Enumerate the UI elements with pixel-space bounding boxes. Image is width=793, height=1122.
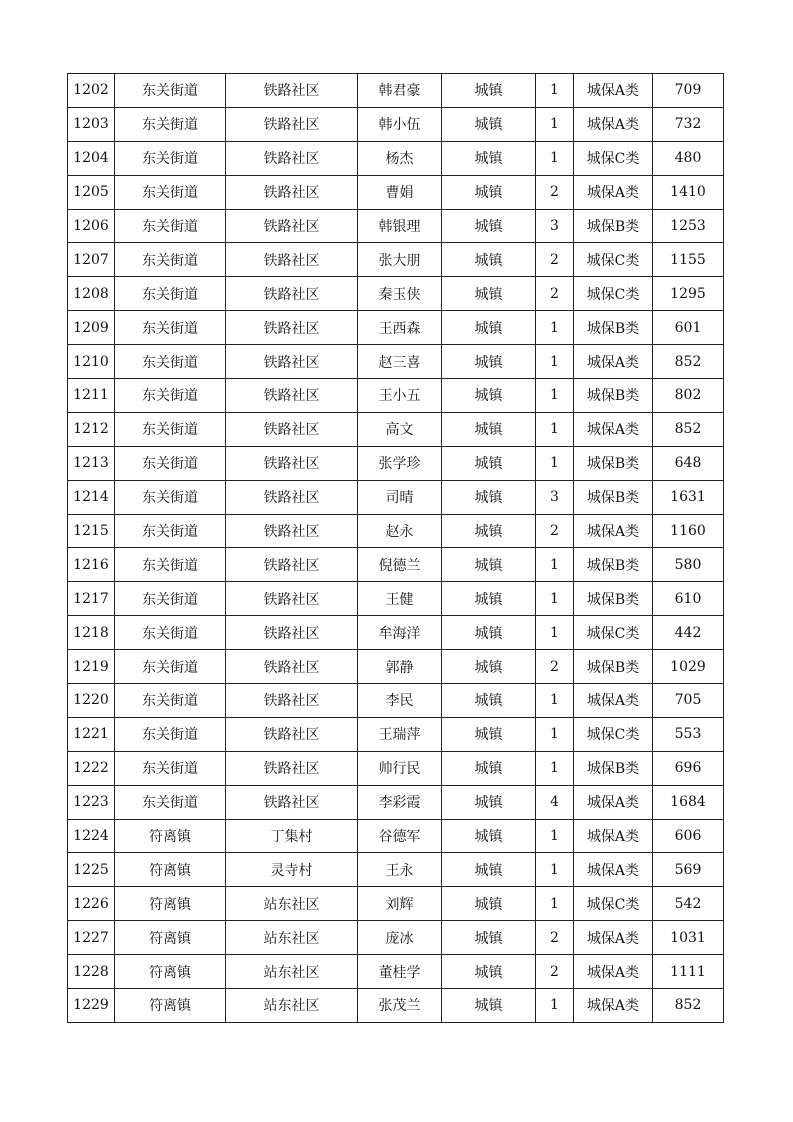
cell-row-number: 1205 <box>68 175 115 209</box>
cell-subsidy-category: 城保B类 <box>574 650 653 684</box>
cell-row-number: 1219 <box>68 650 115 684</box>
cell-household-size: 1 <box>536 311 574 345</box>
cell-community: 铁路社区 <box>226 616 358 650</box>
cell-row-number: 1218 <box>68 616 115 650</box>
cell-name: 郭静 <box>358 650 442 684</box>
cell-street: 东关街道 <box>115 684 226 718</box>
cell-street: 东关街道 <box>115 717 226 751</box>
cell-row-number: 1211 <box>68 379 115 413</box>
cell-street: 东关街道 <box>115 412 226 446</box>
cell-subsidy-category: 城保C类 <box>574 717 653 751</box>
cell-household-size: 3 <box>536 209 574 243</box>
cell-amount: 1031 <box>653 921 724 955</box>
cell-community: 铁路社区 <box>226 243 358 277</box>
cell-row-number: 1210 <box>68 345 115 379</box>
cell-community: 铁路社区 <box>226 751 358 785</box>
cell-subsidy-category: 城保A类 <box>574 853 653 887</box>
cell-subsidy-category: 城保A类 <box>574 819 653 853</box>
cell-subsidy-category: 城保A类 <box>574 412 653 446</box>
cell-household-size: 1 <box>536 989 574 1023</box>
cell-subsidy-category: 城保B类 <box>574 446 653 480</box>
cell-name: 帅行民 <box>358 751 442 785</box>
cell-row-number: 1202 <box>68 74 115 108</box>
cell-amount: 606 <box>653 819 724 853</box>
data-table <box>67 73 724 1023</box>
cell-name: 曹娟 <box>358 175 442 209</box>
cell-street: 符离镇 <box>115 853 226 887</box>
table-row <box>68 751 724 785</box>
cell-subsidy-category: 城保A类 <box>574 514 653 548</box>
cell-subsidy-category: 城保C类 <box>574 616 653 650</box>
cell-subsidy-category: 城保A类 <box>574 175 653 209</box>
cell-row-number: 1213 <box>68 446 115 480</box>
cell-row-number: 1228 <box>68 955 115 989</box>
table-row <box>68 853 724 887</box>
cell-name: 高文 <box>358 412 442 446</box>
cell-row-number: 1217 <box>68 582 115 616</box>
cell-household-size: 2 <box>536 650 574 684</box>
cell-community: 铁路社区 <box>226 277 358 311</box>
cell-area-type: 城镇 <box>442 379 536 413</box>
cell-subsidy-category: 城保A类 <box>574 74 653 108</box>
cell-household-size: 1 <box>536 684 574 718</box>
cell-area-type: 城镇 <box>442 955 536 989</box>
cell-street: 东关街道 <box>115 243 226 277</box>
cell-name: 韩银理 <box>358 209 442 243</box>
cell-row-number: 1226 <box>68 887 115 921</box>
cell-household-size: 1 <box>536 717 574 751</box>
cell-community: 铁路社区 <box>226 582 358 616</box>
table-row <box>68 277 724 311</box>
cell-amount: 732 <box>653 107 724 141</box>
cell-area-type: 城镇 <box>442 887 536 921</box>
cell-community: 铁路社区 <box>226 141 358 175</box>
table-row <box>68 955 724 989</box>
cell-name: 杨杰 <box>358 141 442 175</box>
cell-street: 东关街道 <box>115 785 226 819</box>
cell-household-size: 1 <box>536 751 574 785</box>
cell-subsidy-category: 城保A类 <box>574 684 653 718</box>
cell-area-type: 城镇 <box>442 311 536 345</box>
cell-row-number: 1220 <box>68 684 115 718</box>
cell-street: 东关街道 <box>115 548 226 582</box>
cell-street: 东关街道 <box>115 74 226 108</box>
table-row <box>68 684 724 718</box>
cell-area-type: 城镇 <box>442 751 536 785</box>
cell-community: 丁集村 <box>226 819 358 853</box>
table-row <box>68 887 724 921</box>
cell-name: 刘辉 <box>358 887 442 921</box>
table-row <box>68 480 724 514</box>
cell-amount: 1631 <box>653 480 724 514</box>
cell-area-type: 城镇 <box>442 480 536 514</box>
cell-community: 铁路社区 <box>226 345 358 379</box>
cell-area-type: 城镇 <box>442 209 536 243</box>
cell-amount: 1155 <box>653 243 724 277</box>
cell-amount: 569 <box>653 853 724 887</box>
cell-household-size: 1 <box>536 74 574 108</box>
cell-row-number: 1225 <box>68 853 115 887</box>
cell-area-type: 城镇 <box>442 74 536 108</box>
cell-household-size: 2 <box>536 514 574 548</box>
cell-community: 铁路社区 <box>226 412 358 446</box>
cell-amount: 1111 <box>653 955 724 989</box>
cell-household-size: 4 <box>536 785 574 819</box>
cell-community: 铁路社区 <box>226 209 358 243</box>
cell-street: 东关街道 <box>115 107 226 141</box>
table-row <box>68 650 724 684</box>
cell-community: 铁路社区 <box>226 514 358 548</box>
cell-area-type: 城镇 <box>442 650 536 684</box>
table-row <box>68 74 724 108</box>
cell-community: 铁路社区 <box>226 650 358 684</box>
cell-area-type: 城镇 <box>442 785 536 819</box>
table-row <box>68 989 724 1023</box>
cell-street: 东关街道 <box>115 141 226 175</box>
cell-area-type: 城镇 <box>442 853 536 887</box>
cell-row-number: 1223 <box>68 785 115 819</box>
cell-subsidy-category: 城保A类 <box>574 785 653 819</box>
table-row <box>68 785 724 819</box>
cell-name: 王健 <box>358 582 442 616</box>
cell-amount: 852 <box>653 345 724 379</box>
cell-name: 韩君豪 <box>358 74 442 108</box>
table-row <box>68 345 724 379</box>
cell-street: 东关街道 <box>115 311 226 345</box>
cell-community: 铁路社区 <box>226 548 358 582</box>
cell-subsidy-category: 城保C类 <box>574 277 653 311</box>
cell-subsidy-category: 城保B类 <box>574 311 653 345</box>
cell-name: 牟海洋 <box>358 616 442 650</box>
cell-household-size: 1 <box>536 345 574 379</box>
cell-community: 铁路社区 <box>226 379 358 413</box>
cell-area-type: 城镇 <box>442 514 536 548</box>
cell-subsidy-category: 城保B类 <box>574 548 653 582</box>
cell-subsidy-category: 城保A类 <box>574 107 653 141</box>
cell-area-type: 城镇 <box>442 921 536 955</box>
cell-household-size: 1 <box>536 379 574 413</box>
cell-area-type: 城镇 <box>442 684 536 718</box>
cell-area-type: 城镇 <box>442 582 536 616</box>
cell-street: 符离镇 <box>115 819 226 853</box>
cell-community: 站东社区 <box>226 887 358 921</box>
cell-street: 东关街道 <box>115 480 226 514</box>
cell-amount: 802 <box>653 379 724 413</box>
cell-row-number: 1229 <box>68 989 115 1023</box>
cell-name: 赵永 <box>358 514 442 548</box>
table-row <box>68 141 724 175</box>
cell-amount: 696 <box>653 751 724 785</box>
cell-name: 韩小伍 <box>358 107 442 141</box>
table-row <box>68 514 724 548</box>
cell-street: 东关街道 <box>115 514 226 548</box>
cell-subsidy-category: 城保B类 <box>574 209 653 243</box>
cell-name: 张茂兰 <box>358 989 442 1023</box>
table-row <box>68 311 724 345</box>
cell-name: 秦玉侠 <box>358 277 442 311</box>
cell-row-number: 1203 <box>68 107 115 141</box>
table-row <box>68 379 724 413</box>
cell-street: 符离镇 <box>115 887 226 921</box>
cell-community: 铁路社区 <box>226 684 358 718</box>
cell-household-size: 3 <box>536 480 574 514</box>
cell-area-type: 城镇 <box>442 107 536 141</box>
cell-row-number: 1215 <box>68 514 115 548</box>
cell-row-number: 1214 <box>68 480 115 514</box>
cell-street: 符离镇 <box>115 989 226 1023</box>
cell-street: 东关街道 <box>115 616 226 650</box>
cell-name: 张大朋 <box>358 243 442 277</box>
cell-name: 李彩霞 <box>358 785 442 819</box>
cell-name: 赵三喜 <box>358 345 442 379</box>
cell-household-size: 1 <box>536 616 574 650</box>
cell-row-number: 1221 <box>68 717 115 751</box>
cell-amount: 1253 <box>653 209 724 243</box>
cell-community: 站东社区 <box>226 955 358 989</box>
cell-subsidy-category: 城保B类 <box>574 379 653 413</box>
cell-row-number: 1212 <box>68 412 115 446</box>
cell-amount: 601 <box>653 311 724 345</box>
cell-household-size: 2 <box>536 175 574 209</box>
cell-row-number: 1209 <box>68 311 115 345</box>
table-row <box>68 616 724 650</box>
table-row <box>68 412 724 446</box>
cell-area-type: 城镇 <box>442 446 536 480</box>
cell-subsidy-category: 城保B类 <box>574 751 653 785</box>
cell-name: 王瑞萍 <box>358 717 442 751</box>
cell-name: 王西森 <box>358 311 442 345</box>
cell-household-size: 2 <box>536 955 574 989</box>
cell-community: 灵寺村 <box>226 853 358 887</box>
cell-area-type: 城镇 <box>442 717 536 751</box>
cell-amount: 442 <box>653 616 724 650</box>
cell-amount: 1410 <box>653 175 724 209</box>
cell-area-type: 城镇 <box>442 616 536 650</box>
cell-household-size: 2 <box>536 921 574 955</box>
table-row <box>68 548 724 582</box>
cell-amount: 1029 <box>653 650 724 684</box>
cell-name: 倪德兰 <box>358 548 442 582</box>
cell-amount: 1684 <box>653 785 724 819</box>
cell-household-size: 2 <box>536 277 574 311</box>
cell-street: 东关街道 <box>115 379 226 413</box>
cell-community: 铁路社区 <box>226 717 358 751</box>
cell-subsidy-category: 城保B类 <box>574 480 653 514</box>
cell-household-size: 1 <box>536 446 574 480</box>
cell-area-type: 城镇 <box>442 243 536 277</box>
cell-household-size: 1 <box>536 412 574 446</box>
cell-household-size: 1 <box>536 887 574 921</box>
table-row <box>68 209 724 243</box>
cell-street: 东关街道 <box>115 650 226 684</box>
cell-amount: 852 <box>653 989 724 1023</box>
cell-subsidy-category: 城保C类 <box>574 887 653 921</box>
cell-name: 董桂学 <box>358 955 442 989</box>
cell-amount: 1295 <box>653 277 724 311</box>
cell-community: 铁路社区 <box>226 175 358 209</box>
cell-area-type: 城镇 <box>442 277 536 311</box>
cell-community: 铁路社区 <box>226 446 358 480</box>
cell-area-type: 城镇 <box>442 548 536 582</box>
cell-area-type: 城镇 <box>442 345 536 379</box>
cell-name: 王永 <box>358 853 442 887</box>
cell-street: 符离镇 <box>115 921 226 955</box>
cell-street: 东关街道 <box>115 582 226 616</box>
cell-row-number: 1207 <box>68 243 115 277</box>
cell-amount: 705 <box>653 684 724 718</box>
cell-row-number: 1204 <box>68 141 115 175</box>
cell-community: 站东社区 <box>226 989 358 1023</box>
cell-area-type: 城镇 <box>442 141 536 175</box>
table-row <box>68 921 724 955</box>
cell-subsidy-category: 城保C类 <box>574 141 653 175</box>
cell-subsidy-category: 城保A类 <box>574 955 653 989</box>
cell-household-size: 1 <box>536 141 574 175</box>
cell-subsidy-category: 城保C类 <box>574 243 653 277</box>
cell-community: 铁路社区 <box>226 311 358 345</box>
cell-community: 铁路社区 <box>226 480 358 514</box>
cell-amount: 610 <box>653 582 724 616</box>
cell-street: 东关街道 <box>115 209 226 243</box>
cell-household-size: 1 <box>536 548 574 582</box>
table-row <box>68 175 724 209</box>
cell-street: 符离镇 <box>115 955 226 989</box>
cell-street: 东关街道 <box>115 277 226 311</box>
cell-household-size: 1 <box>536 819 574 853</box>
cell-row-number: 1224 <box>68 819 115 853</box>
cell-street: 东关街道 <box>115 751 226 785</box>
cell-amount: 709 <box>653 74 724 108</box>
cell-area-type: 城镇 <box>442 989 536 1023</box>
cell-subsidy-category: 城保A类 <box>574 345 653 379</box>
table-row <box>68 446 724 480</box>
cell-household-size: 2 <box>536 243 574 277</box>
cell-name: 李民 <box>358 684 442 718</box>
cell-row-number: 1222 <box>68 751 115 785</box>
cell-amount: 1160 <box>653 514 724 548</box>
cell-community: 铁路社区 <box>226 785 358 819</box>
table-row <box>68 717 724 751</box>
cell-subsidy-category: 城保A类 <box>574 921 653 955</box>
cell-community: 铁路社区 <box>226 107 358 141</box>
cell-amount: 852 <box>653 412 724 446</box>
cell-row-number: 1227 <box>68 921 115 955</box>
cell-area-type: 城镇 <box>442 175 536 209</box>
cell-household-size: 1 <box>536 107 574 141</box>
cell-amount: 553 <box>653 717 724 751</box>
cell-household-size: 1 <box>536 582 574 616</box>
cell-row-number: 1208 <box>68 277 115 311</box>
table-row <box>68 243 724 277</box>
cell-row-number: 1206 <box>68 209 115 243</box>
cell-amount: 542 <box>653 887 724 921</box>
cell-amount: 580 <box>653 548 724 582</box>
cell-name: 张学珍 <box>358 446 442 480</box>
cell-area-type: 城镇 <box>442 819 536 853</box>
table-body <box>68 74 724 1023</box>
table-row <box>68 107 724 141</box>
cell-subsidy-category: 城保B类 <box>574 582 653 616</box>
cell-area-type: 城镇 <box>442 412 536 446</box>
cell-community: 铁路社区 <box>226 74 358 108</box>
cell-street: 东关街道 <box>115 446 226 480</box>
cell-amount: 648 <box>653 446 724 480</box>
table-row <box>68 582 724 616</box>
cell-community: 站东社区 <box>226 921 358 955</box>
cell-row-number: 1216 <box>68 548 115 582</box>
cell-household-size: 1 <box>536 853 574 887</box>
cell-name: 司晴 <box>358 480 442 514</box>
cell-name: 谷德军 <box>358 819 442 853</box>
cell-name: 王小五 <box>358 379 442 413</box>
table-row <box>68 819 724 853</box>
cell-street: 东关街道 <box>115 175 226 209</box>
cell-subsidy-category: 城保A类 <box>574 989 653 1023</box>
cell-street: 东关街道 <box>115 345 226 379</box>
cell-name: 庞冰 <box>358 921 442 955</box>
cell-amount: 480 <box>653 141 724 175</box>
